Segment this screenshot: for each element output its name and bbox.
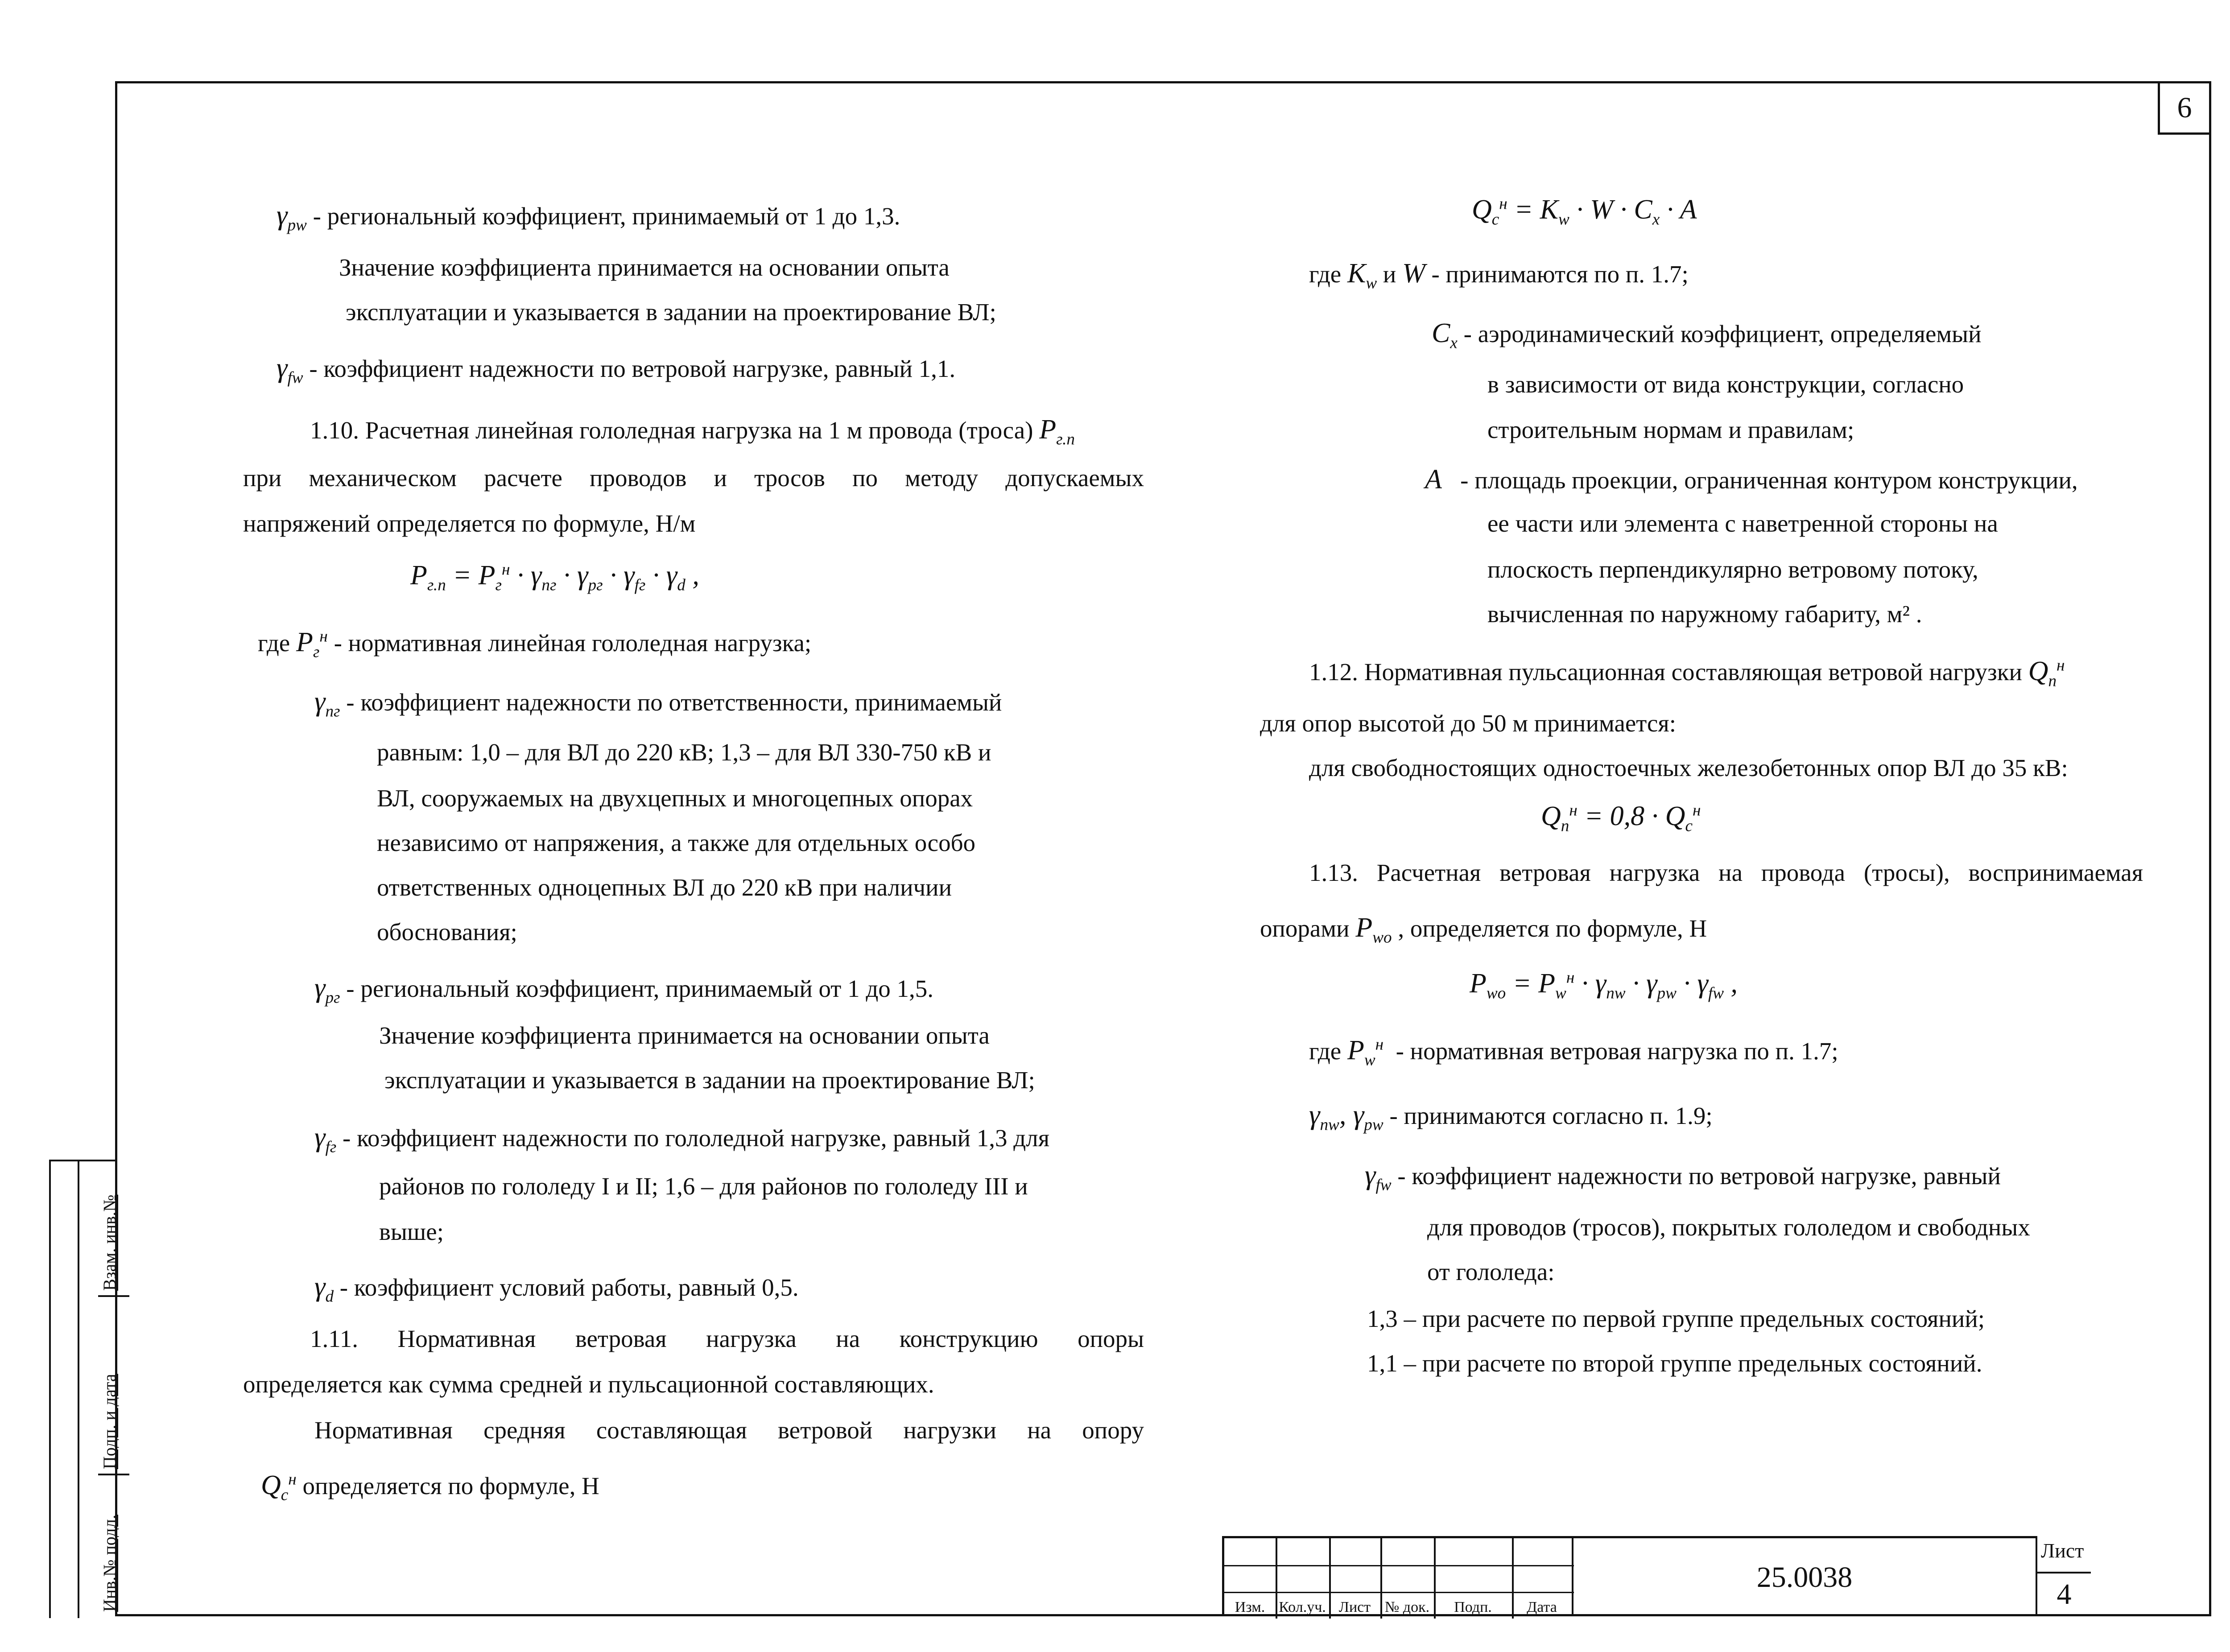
cx-l3: строительным нормам и правилам; xyxy=(1487,416,1854,443)
gng-l4: независимо от напряжения, а также для отдельных особо xyxy=(377,829,976,856)
formula-110: $P_{г.п} = P_г^н \cdot \gamma_{пг} \cdot \gamma_{рг} \cdot \gamma_{fг} \cdot \gamma_d$ , xyxy=(410,560,699,595)
strip-cell-line xyxy=(98,1295,129,1297)
revision-grid xyxy=(1222,1536,1572,1616)
p110-line3: напряжений определяется по формуле, Н/м xyxy=(243,510,696,537)
formula-pwo: $P_{wo} = P_w^н \cdot \gamma_{nw} \cdot \gamma_{pw} \cdot \gamma_{fw}$ , xyxy=(1470,968,1738,1003)
grg-l2: Значение коэффициента принимается на основании опыта xyxy=(379,1022,990,1049)
grg-line: $\gamma_{рг}$ - региональный коэффициент, принимаемый от 1 до 1,5. xyxy=(314,973,934,1007)
gfw2-l4: 1,3 – при расчете по первой группе предельных состояний; xyxy=(1367,1305,1985,1332)
p111-l1: 1.11. Нормативная ветровая нагрузка на конструкцию опоры xyxy=(310,1325,1144,1352)
p112-l1: 1.12. Нормативная пульсационная составляющая ветровой нагрузки $Q_п^н$ xyxy=(1309,656,2065,690)
gfw2-l2: для проводов (тросов), покрытых гололедом и свободных xyxy=(1427,1214,2030,1241)
strip-divider-inner xyxy=(78,1161,79,1618)
col-label-data: Дата xyxy=(1527,1599,1557,1615)
formula-qc: $Q_с^н = K_w \cdot W \cdot C_x \cdot A$ xyxy=(1472,194,1697,229)
sheet-number: 4 xyxy=(2037,1572,2091,1615)
gfw-line: $\gamma_{fw}$ - коэффициент надежности по ветровой нагрузке, равный 1,1. xyxy=(277,353,956,387)
col-label-podp: Подп. xyxy=(1454,1599,1492,1615)
gpw-line: $\gamma_{рw}$ - региональный коэффициент, принимаемый от 1 до 1,3. xyxy=(277,200,900,235)
p111-l2: определяется как сумма средней и пульсационной составляющих. xyxy=(243,1371,934,1398)
a-l2: ее части или элемента с наветренной стороны на xyxy=(1487,510,1998,537)
gng-l2: равным: 1,0 – для ВЛ до 220 кВ; 1,3 – для ВЛ 330-750 кВ и xyxy=(377,739,991,766)
document-code: 25.0038 xyxy=(1572,1536,2036,1616)
pw-line: где $P_w^н$ - нормативная ветровая нагрузка по п. 1.7; xyxy=(1309,1035,1838,1070)
gng-l3: ВЛ, сооружаемых на двухцепных и многоцепных опорах xyxy=(377,785,973,812)
p113-l2: опорами $P_{wo}$ , определяется по формуле, Н xyxy=(1260,913,1707,947)
gd-line: $\gamma_d$ - коэффициент условий работы, равный 0,5. xyxy=(314,1272,799,1306)
p111-l3: Нормативная средняя составляющая ветровой нагрузки на опору xyxy=(314,1417,1144,1444)
p112-l3: для свободностоящих одностоечных железобетонных опор ВЛ до 35 кВ: xyxy=(1309,754,2068,781)
strip-divider-outer xyxy=(49,1161,51,1618)
a-line: A - площадь проекции, ограниченная контуром конструкции, xyxy=(1425,464,2078,495)
formula-qp: $Q_п^н = 0,8 \cdot Q_с^н$ xyxy=(1541,801,1701,835)
cx-l2: в зависимости от вида конструкции, согласно xyxy=(1487,371,1964,398)
gng-l6: обоснования; xyxy=(377,918,517,946)
sheet-box xyxy=(2036,1536,2095,1616)
gng-l5: ответственных одноцепных ВЛ до 220 кВ при наличии xyxy=(377,874,952,901)
col-label-koluch: Кол.уч. xyxy=(1279,1599,1326,1615)
a-l4: вычисленная по наружному габариту, м² . xyxy=(1487,600,1922,628)
gpw-note-1: Значение коэффициента принимается на основании опыта xyxy=(339,254,950,281)
cx-line: $C_x$ - аэродинамический коэффициент, определяемый xyxy=(1432,318,1982,352)
p110-line1: 1.10. Расчетная линейная гололедная нагрузка на 1 м провода (троса) $P_{г.п}$ xyxy=(310,414,1075,449)
gng-line: $\gamma_{пг}$ - коэффициент надежности по ответственности, принимаемый xyxy=(314,686,1002,721)
a-l3: плоскость перпендикулярно ветровому потоку, xyxy=(1487,556,1978,583)
strip-cell-line xyxy=(98,1474,129,1475)
p110-line2: при механическом расчете проводов и тросов по методу допускаемых xyxy=(243,464,1144,491)
col-label-list: Лист xyxy=(1338,1599,1371,1615)
page-number: 6 xyxy=(2158,81,2211,135)
gfw2-l3: от гололеда: xyxy=(1427,1258,1555,1285)
side-strip xyxy=(49,1160,120,1618)
gfg-line: $\gamma_{fг}$ - коэффициент надежности по гололедной нагрузке, равный 1,3 для xyxy=(314,1122,1049,1156)
strip-label-inv: Инв.№ подл. xyxy=(99,1515,120,1612)
gpw-note-2: эксплуатации и указывается в задании на проектирование ВЛ; xyxy=(346,298,996,326)
p112-l2: для опор высотой до 50 м принимается: xyxy=(1260,710,1676,737)
gfg-l2: районов по гололеду I и II; 1,6 – для районов по гололеду III и xyxy=(379,1173,1028,1200)
title-block xyxy=(1222,1536,2211,1616)
gnw-line: $\gamma_{nw}$, $\gamma_{pw}$ - принимаются согласно п. 1.9; xyxy=(1309,1100,1713,1134)
p113-l1: 1.13. Расчетная ветровая нагрузка на провода (тросы), воспринимаемая xyxy=(1309,859,2143,886)
gfg-l3: выше; xyxy=(379,1218,444,1245)
sheet-label: Лист xyxy=(2041,1539,2084,1562)
gfw2-line: $\gamma_{fw}$ - коэффициент надежности по ветровой нагрузке, равный xyxy=(1365,1160,2001,1194)
qc-line: $Q_с^н$ определяется по формуле, Н xyxy=(261,1470,599,1504)
gfw2-l5: 1,1 – при расчете по второй группе предельных состояний. xyxy=(1367,1350,1982,1377)
col-label-izm: Изм. xyxy=(1235,1599,1265,1615)
strip-label-zam: Взам. инв.№ xyxy=(99,1194,120,1291)
pg-line: где $P_г^н$ - нормативная линейная гололедная нагрузка; xyxy=(258,627,812,661)
col-label-ndok: № док. xyxy=(1384,1599,1430,1615)
strip-label-date: Подп. и дата xyxy=(99,1374,120,1469)
kw-line: где $K_w$ и W - принимаются по п. 1.7; xyxy=(1309,258,1689,293)
grg-l3: эксплуатации и указывается в задании на проектирование ВЛ; xyxy=(384,1066,1035,1094)
